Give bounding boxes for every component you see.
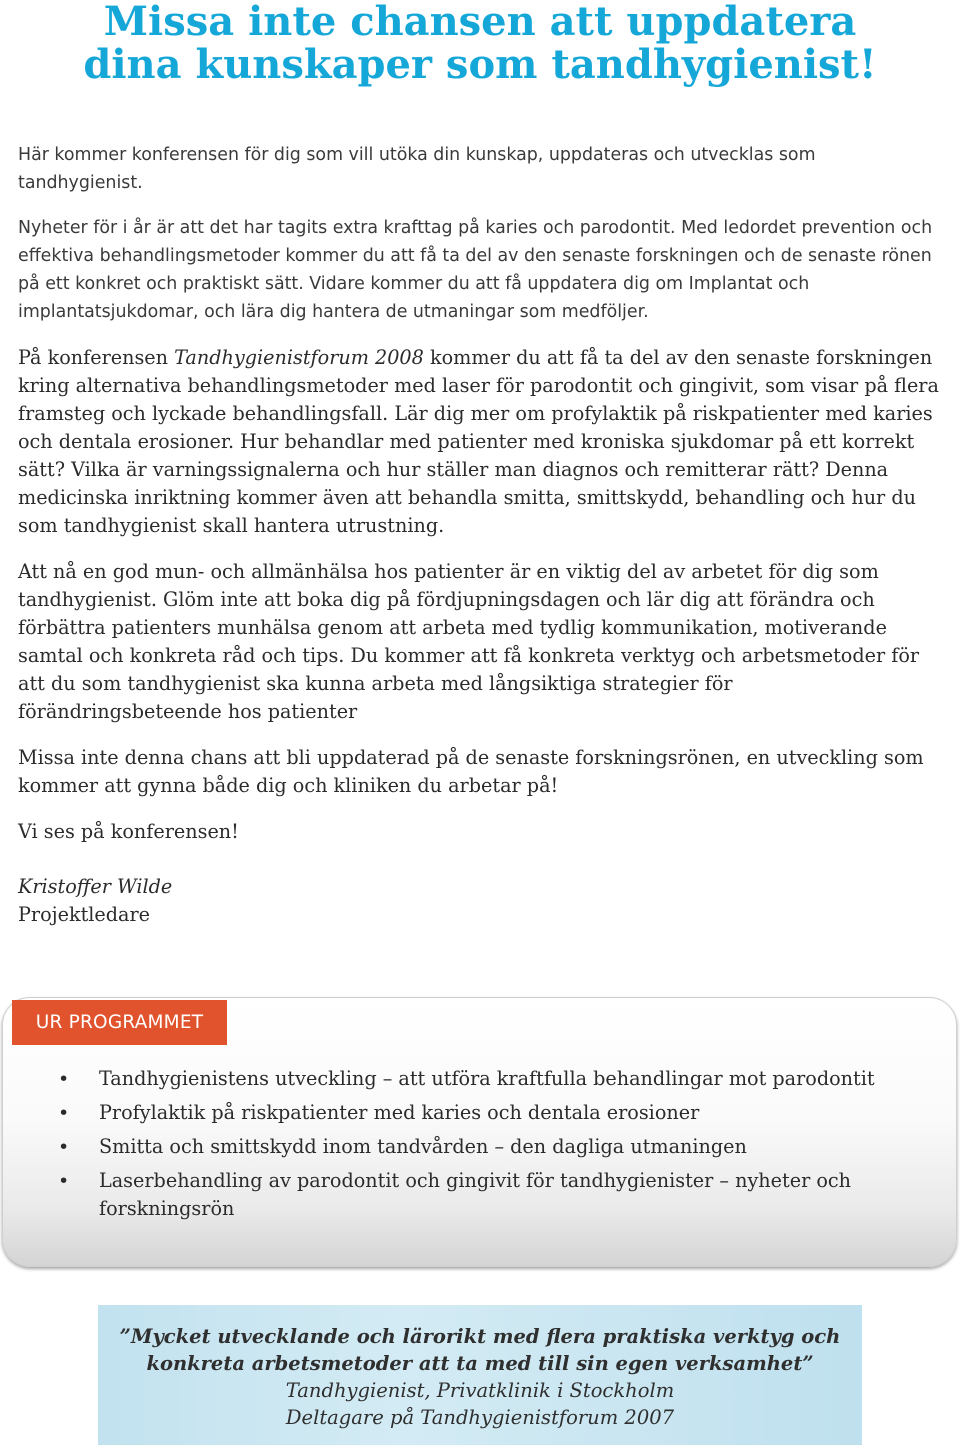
intro-paragraph: Här kommer konferensen för dig som vill utöka din kunskap, uppdateras och utvecklas som tandhygienist.: [18, 145, 816, 193]
signature-name: Kristoffer Wilde: [18, 875, 173, 898]
health-paragraph: Att nå en god mun- och allmänhälsa hos patienter är en viktig del av arbetet för dig som tandhygienist. Glöm inte att boka dig på fördjupningsdagen och lär dig att förändra och förbättra patienters munhälsa genom att arbeta med tydlig kommunikation, motiverande samtal och konkreta råd och tips. Du kommer att få konkreta verktyg och arbetsmetoder för att du som tandhygienist ska kunna arbeta med långsiktiga strategier för förändringsbeteende hos patienter: [18, 560, 920, 723]
program-item: • Tandhygienistens utveckling – att utföra kraftfulla behandlingar mot parodontit: [58, 1065, 896, 1093]
program-tab-label: UR PROGRAMMET: [12, 1000, 227, 1045]
conference-prefix: På konferensen: [18, 346, 175, 369]
headline-line-1: Missa inte chansen att uppdatera: [103, 0, 857, 45]
program-item: • Smitta och smittskydd inom tandvården – den dagliga utmaningen: [58, 1133, 896, 1161]
news-paragraph: Nyheter för i år är att det har tagits extra krafttag på karies och parodontit. Med ledordet prevention och effektiva behandlingsmetoder kommer du att få ta del av den senaste forskningen och de senaste rönen på ett konkret och praktiskt sätt. Vidare kommer du att få uppdatera dig om Implantat och implantatsjukdomar, och lära dig hantera de utmaningar som medföljer.: [18, 218, 933, 322]
bullet-icon: •: [58, 1136, 70, 1158]
missa-paragraph: Missa inte denna chans att bli uppdaterad på de senaste forskningsrönen, en utveckling som kommer att gynna både dig och kliniken du arbetar på!: [18, 746, 924, 797]
conference-text: kommer du att få ta del av den senaste forskningen kring alternativa behandlingsmetoder med laser för parodontit och gingivit, som visar på flera framsteg och lyckade behandlingsfall. Lär dig mer om profylaktik på riskpatienter med karies och dentala erosioner. Hur behandlar med patienter med kroniska sjukdomar på ett korrekt sätt? Vilka är varningssignalerna och hur ställer man diagnos och remitterar rätt? Denna medicinska inriktning kommer även att behandla smitta, smittskydd, behandling och hur du som tandhygienist skall hantera utrustning.: [18, 346, 939, 537]
conference-name: Tandhygienistforum 2008: [174, 346, 424, 369]
greeting: Vi ses på konferensen!: [18, 820, 239, 843]
program-item: • Profylaktik på riskpatienter med karies och dentala erosioner: [58, 1099, 896, 1127]
quote-attribution-1: Tandhygienist, Privatklinik i Stockholm: [285, 1379, 675, 1402]
program-item: • Laserbehandling av parodontit och gingivit för tandhygienister – nyheter och forskningsrön: [58, 1169, 852, 1220]
quote-attribution-2: Deltagare på Tandhygienistforum 2007: [285, 1406, 675, 1429]
bullet-icon: •: [58, 1068, 70, 1090]
bullet-icon: •: [58, 1170, 70, 1192]
body-text: [18, 141, 940, 929]
conference-paragraph: [18, 344, 940, 540]
headline-line-2: dina kunskaper som tandhygienist!: [83, 41, 877, 88]
program-list: [58, 1065, 896, 1229]
bullet-icon: •: [58, 1102, 70, 1124]
signature-title: Projektledare: [18, 903, 151, 926]
page-headline: [0, 0, 960, 86]
quote-line-1: ”Mycket utvecklande och lärorikt med flera praktiska verktyg och: [119, 1325, 841, 1348]
testimonial-box: [98, 1305, 862, 1445]
quote-line-2: konkreta arbetsmetoder att ta med till sin egen verksamhet”: [146, 1352, 814, 1375]
